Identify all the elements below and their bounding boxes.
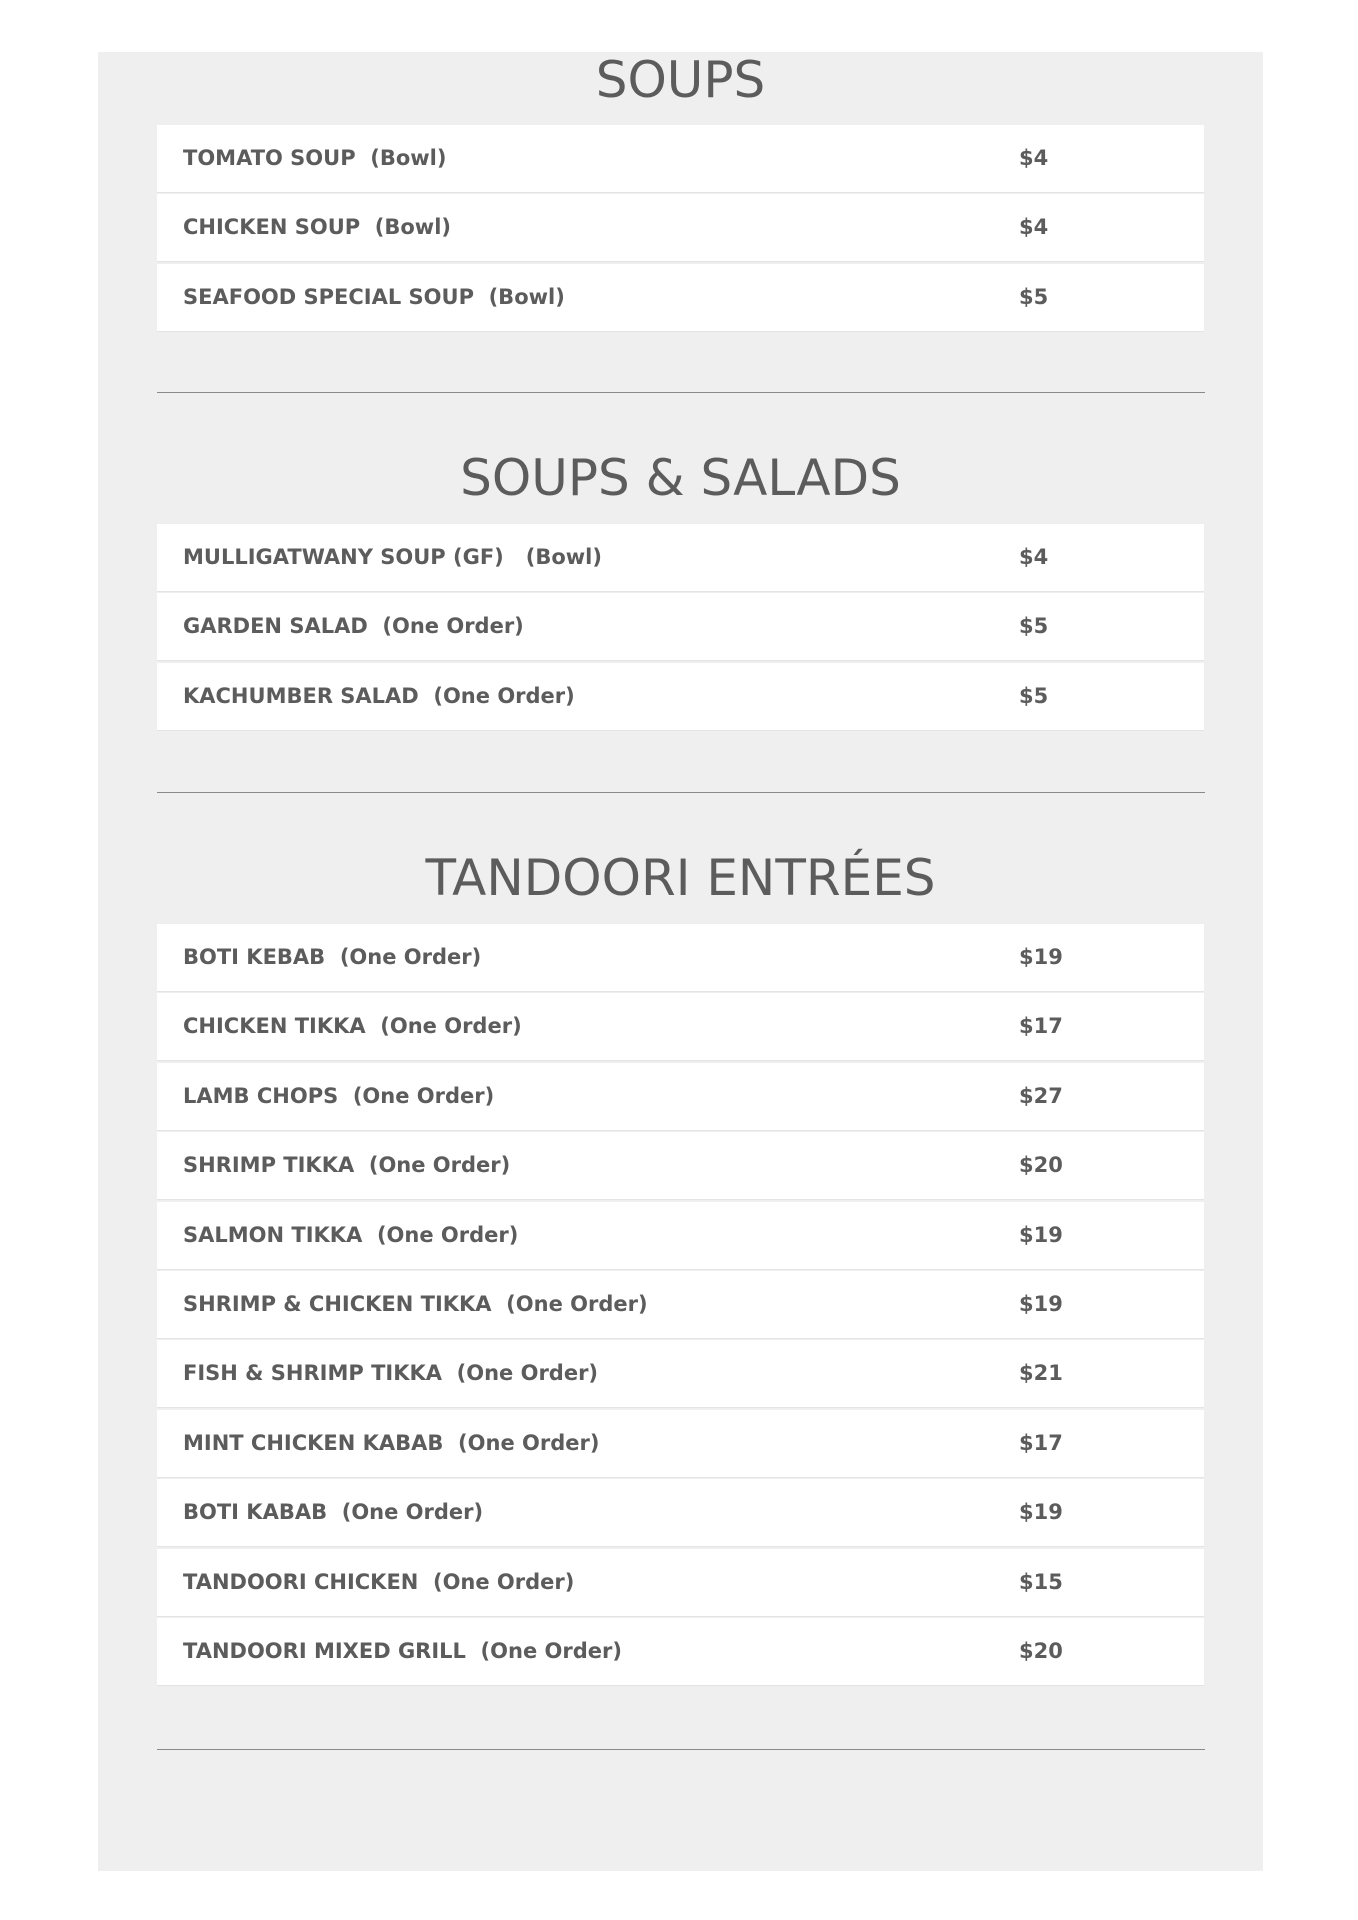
item-price: $17 bbox=[1019, 1014, 1063, 1039]
item-price: $4 bbox=[1019, 146, 1049, 170]
menu-item bbox=[157, 264, 1204, 331]
menu-item bbox=[157, 1340, 1204, 1407]
item-price: $19 bbox=[1019, 945, 1063, 969]
item-price: $4 bbox=[1019, 545, 1049, 569]
item-price: $5 bbox=[1019, 284, 1049, 309]
item-price: $5 bbox=[1019, 683, 1049, 708]
item-price: $20 bbox=[1019, 1638, 1063, 1663]
item-price: $19 bbox=[1019, 1291, 1063, 1316]
menu-list bbox=[157, 524, 1204, 730]
menu-item bbox=[157, 1063, 1204, 1130]
item-name: LAMB CHOPS (One Order) bbox=[183, 1083, 495, 1108]
item-name: SHRIMP TIKKA (One Order) bbox=[183, 1153, 511, 1178]
item-name: TANDOORI CHICKEN (One Order) bbox=[183, 1569, 575, 1594]
item-price: $15 bbox=[1019, 1569, 1063, 1594]
menu-item bbox=[157, 993, 1204, 1060]
menu-list bbox=[157, 125, 1204, 331]
item-price: $21 bbox=[1019, 1361, 1063, 1386]
item-name: CHICKEN SOUP (Bowl) bbox=[183, 215, 451, 240]
item-name: BOTI KEBAB (One Order) bbox=[183, 945, 482, 969]
section-divider bbox=[157, 792, 1205, 793]
item-name: MULLIGATWANY SOUP (GF) (Bowl) bbox=[183, 545, 602, 569]
menu-item bbox=[157, 524, 1204, 591]
item-price: $19 bbox=[1019, 1500, 1063, 1525]
item-name: KACHUMBER SALAD (One Order) bbox=[183, 683, 575, 708]
item-name: CHICKEN TIKKA (One Order) bbox=[183, 1014, 522, 1039]
section-divider bbox=[157, 1749, 1205, 1750]
menu-item bbox=[157, 1618, 1204, 1685]
item-name: SALMON TIKKA (One Order) bbox=[183, 1222, 519, 1247]
section-title: SOUPS & SALADS bbox=[460, 449, 901, 507]
menu-item bbox=[157, 1202, 1204, 1269]
item-name: BOTI KABAB (One Order) bbox=[183, 1500, 484, 1525]
item-price: $17 bbox=[1019, 1430, 1063, 1455]
item-name: SHRIMP & CHICKEN TIKKA (One Order) bbox=[183, 1291, 648, 1316]
item-name: GARDEN SALAD (One Order) bbox=[183, 614, 524, 639]
menu-page bbox=[98, 52, 1263, 1871]
menu-item bbox=[157, 1271, 1204, 1338]
menu-item bbox=[157, 194, 1204, 261]
item-price: $27 bbox=[1019, 1083, 1063, 1108]
menu-item bbox=[157, 663, 1204, 730]
item-price: $19 bbox=[1019, 1222, 1063, 1247]
menu-item bbox=[157, 593, 1204, 660]
item-price: $4 bbox=[1019, 215, 1049, 240]
section-soups bbox=[157, 52, 1204, 333]
menu-item bbox=[157, 1479, 1204, 1546]
menu-item bbox=[157, 125, 1204, 192]
item-name: MINT CHICKEN KABAB (One Order) bbox=[183, 1430, 600, 1455]
item-name: TANDOORI MIXED GRILL (One Order) bbox=[183, 1638, 622, 1663]
section-tandoori-entrees bbox=[157, 850, 1204, 1687]
item-name: FISH & SHRIMP TIKKA (One Order) bbox=[183, 1361, 599, 1386]
section-soups-salads bbox=[157, 450, 1204, 732]
item-name: SEAFOOD SPECIAL SOUP (Bowl) bbox=[183, 284, 565, 309]
section-divider bbox=[157, 392, 1205, 393]
menu-item bbox=[157, 924, 1204, 991]
menu-item bbox=[157, 1132, 1204, 1199]
item-name: TOMATO SOUP (Bowl) bbox=[183, 146, 447, 170]
menu-item bbox=[157, 1549, 1204, 1616]
menu-item bbox=[157, 1410, 1204, 1477]
menu-list bbox=[157, 924, 1204, 1685]
section-title: TANDOORI ENTRÉES bbox=[425, 849, 936, 907]
item-price: $20 bbox=[1019, 1153, 1063, 1178]
item-price: $5 bbox=[1019, 614, 1049, 639]
section-title: SOUPS bbox=[595, 51, 766, 109]
